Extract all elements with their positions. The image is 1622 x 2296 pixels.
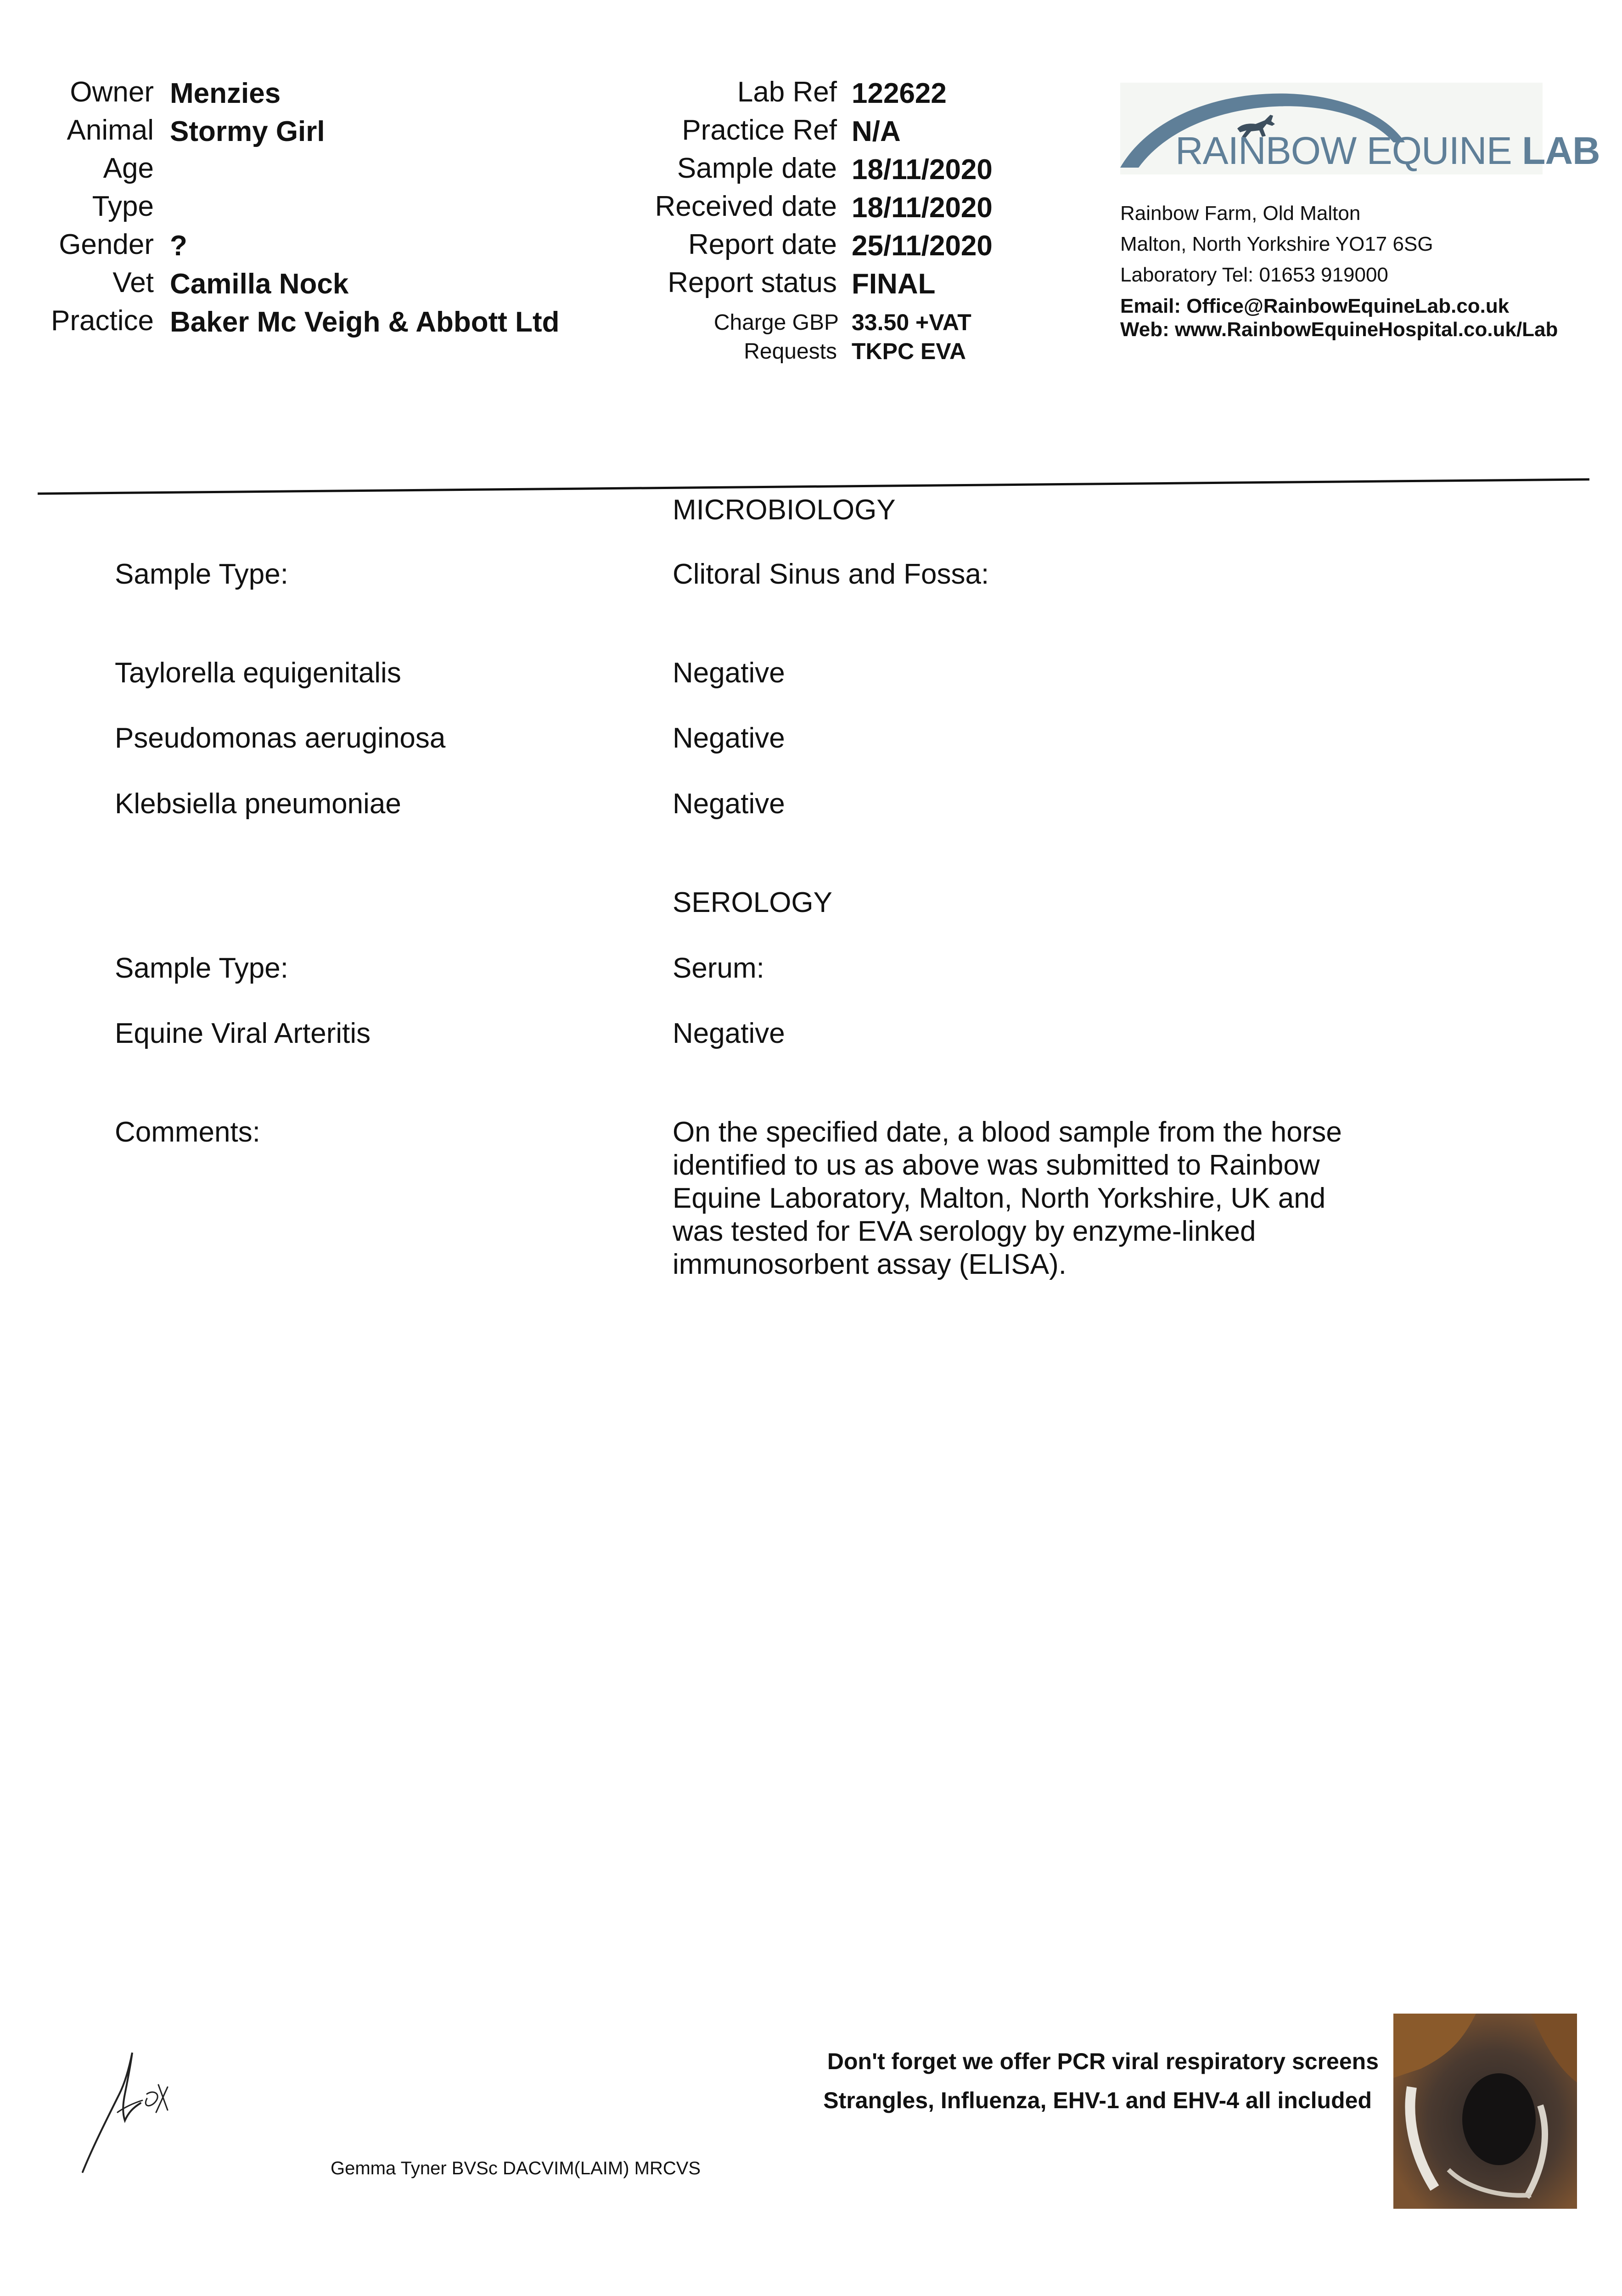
test-result: Negative (673, 657, 785, 689)
micro-sample-type-value: Clitoral Sinus and Fossa: (673, 558, 989, 590)
received-date-value: 18/11/2020 (852, 192, 993, 224)
lab-email: Email: Office@RainbowEquineLab.co.uk (1120, 295, 1510, 317)
lab-logo-text (1175, 129, 1600, 173)
microbiology-heading: MICROBIOLOGY (673, 494, 896, 526)
practice-ref-label: Practice Ref (682, 114, 837, 146)
promo-line-2: Strangles, Influenza, EHV-1 and EHV-4 all included (823, 2088, 1372, 2113)
report-status-value: FINAL (852, 268, 936, 300)
test-name: Taylorella equigenitalis (115, 657, 401, 689)
signature-icon (73, 2043, 184, 2177)
serology-heading: SEROLOGY (673, 887, 832, 918)
gender-value: ? (170, 230, 187, 262)
lab-address-1: Rainbow Farm, Old Malton (1120, 202, 1361, 225)
test-result: Negative (673, 788, 785, 820)
sample-date-label: Sample date (677, 152, 837, 184)
charge-label: Charge GBP (713, 310, 839, 335)
sero-sample-type-label: Sample Type: (115, 952, 288, 984)
lab-ref-label: Lab Ref (737, 76, 837, 108)
lab-ref-value: 122622 (852, 78, 947, 109)
comments-text (673, 1116, 1407, 1281)
comments-label: Comments: (115, 1116, 260, 1148)
age-label: Age (103, 152, 154, 184)
comment-line: was tested for EVA serology by enzyme-linked (673, 1216, 1256, 1247)
comment-line: On the specified date, a blood sample from the horse (673, 1116, 1342, 1148)
animal-value: Stormy Girl (170, 116, 325, 147)
owner-label: Owner (70, 76, 154, 108)
requests-value: TKPC EVA (852, 338, 966, 364)
logo-text-bold: LAB (1522, 129, 1600, 172)
requests-label: Requests (744, 339, 837, 364)
signatory-name: Gemma Tyner BVSc DACVIM(LAIM) MRCVS (331, 2158, 701, 2178)
report-date-value: 25/11/2020 (852, 230, 993, 262)
lab-logo (1120, 83, 1600, 174)
lab-web: Web: www.RainbowEquineHospital.co.uk/Lab (1120, 318, 1558, 341)
horse-nose-icon (1393, 2014, 1577, 2209)
lab-tel: Laboratory Tel: 01653 919000 (1120, 264, 1388, 286)
sero-sample-type-value: Serum: (673, 952, 764, 984)
practice-ref-value: N/A (852, 116, 901, 147)
test-name: Pseudomonas aeruginosa (115, 722, 446, 754)
practice-label: Practice (51, 305, 154, 337)
logo-text-regular: RAINBOW EQUINE (1175, 129, 1522, 172)
comment-line: identified to us as above was submitted to Rainbow (673, 1149, 1320, 1181)
owner-value: Menzies (170, 78, 281, 109)
vet-label: Vet (112, 267, 154, 298)
sample-date-value: 18/11/2020 (852, 154, 993, 186)
comment-line: Equine Laboratory, Malton, North Yorkshire, UK and (673, 1182, 1326, 1214)
practice-value: Baker Mc Veigh & Abbott Ltd (170, 306, 560, 338)
test-name: Equine Viral Arteritis (115, 1018, 371, 1049)
promo-line-1: Don't forget we offer PCR viral respiratory screens (827, 2048, 1379, 2074)
received-date-label: Received date (655, 191, 837, 222)
test-result: Negative (673, 722, 785, 754)
charge-value: 33.50 +VAT (852, 310, 971, 335)
report-date-label: Report date (688, 229, 837, 260)
micro-sample-type-label: Sample Type: (115, 558, 288, 590)
gender-label: Gender (59, 229, 154, 260)
test-name: Klebsiella pneumoniae (115, 788, 401, 820)
test-result: Negative (673, 1018, 785, 1049)
report-status-label: Report status (668, 267, 837, 298)
horse-nose-photo (1393, 2014, 1577, 2209)
animal-label: Animal (67, 114, 154, 146)
vet-value: Camilla Nock (170, 268, 349, 300)
lab-address-2: Malton, North Yorkshire YO17 6SG (1120, 233, 1433, 255)
type-label: Type (92, 191, 154, 222)
comment-line: immunosorbent assay (ELISA). (673, 1249, 1067, 1280)
